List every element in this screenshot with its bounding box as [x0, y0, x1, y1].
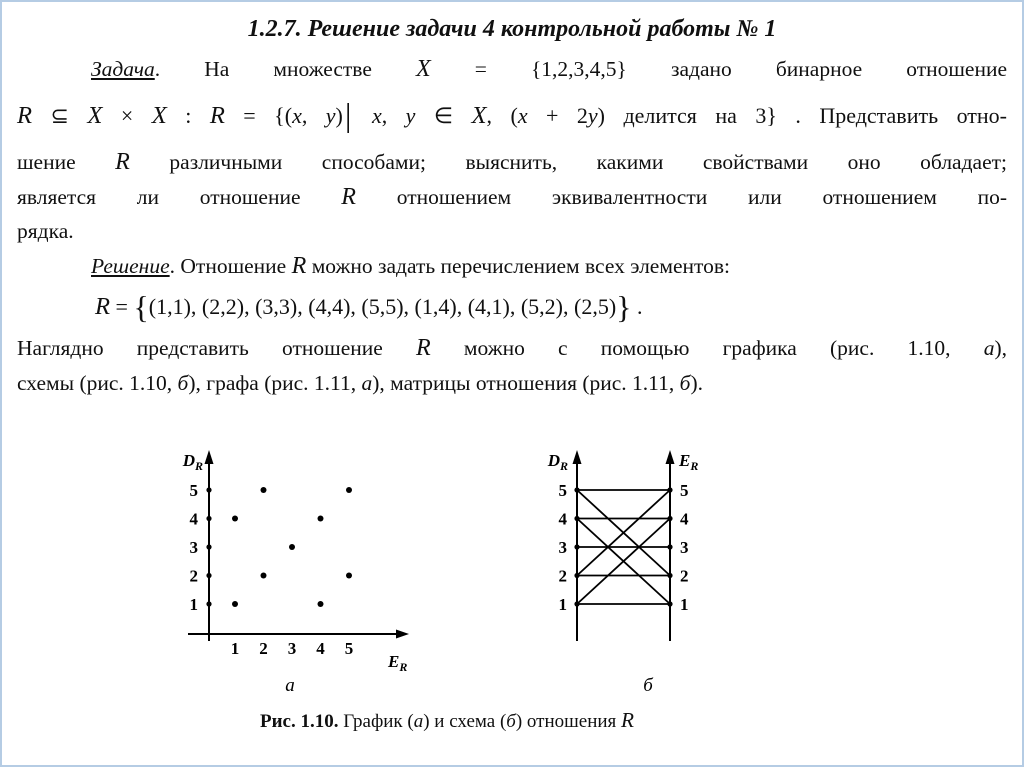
- text-segment: ) делится на 3}: [597, 102, 796, 128]
- text-line: [17, 366, 1007, 401]
- text-segment: R: [341, 183, 356, 210]
- x-tick-label: 1: [230, 639, 240, 658]
- y-tick-label: 1: [189, 595, 198, 614]
- y-axis-dot: [206, 487, 211, 492]
- text-line: [17, 145, 1007, 180]
- y-tick-label: 3: [189, 538, 198, 557]
- schema-right-tick-label: 2: [680, 566, 689, 586]
- text-segment: можно задать перечислением всех элементов:: [306, 253, 730, 278]
- figures-svg: [152, 439, 742, 701]
- text-segment: = {1,2,3,4,5}: [430, 57, 671, 81]
- text-segment: ), графа (рис. 1.11,: [188, 370, 362, 395]
- text-segment: y: [587, 102, 598, 128]
- data-point: [318, 516, 324, 522]
- text-segment: (1,1), (2,2), (3,3), (4,4), (5,5), (1,4), (4,1), (5,2), (2,5): [148, 294, 617, 320]
- schema-left-tick-label: 3: [558, 538, 567, 557]
- text-line: [17, 331, 1007, 366]
- text-segment: R: [95, 293, 111, 321]
- text-line: [17, 52, 1007, 87]
- figure-b-label: б: [643, 675, 653, 696]
- x-axis-label: $E_R$: [388, 652, 408, 674]
- schema-left-arrowhead: [573, 450, 582, 464]
- x-tick-label: 5: [344, 639, 354, 658]
- y-tick-label: 4: [189, 509, 198, 529]
- schema-right-arrowhead: [666, 450, 675, 464]
- x-tick-label: 2: [259, 639, 268, 658]
- y-tick-label: 2: [189, 566, 198, 586]
- text-segment: X: [415, 56, 431, 82]
- text-segment: [353, 103, 371, 128]
- schema-right-label: $E_R$: [679, 451, 699, 473]
- text-segment: |: [344, 98, 352, 135]
- text-segment: X: [471, 101, 487, 129]
- text-segment: = {(: [224, 102, 293, 128]
- text-segment: отношением эквивалентности или отношением по-: [356, 184, 1008, 209]
- text-segment: Наглядно представить отношение: [17, 336, 417, 361]
- text-segment: а: [361, 370, 373, 395]
- text-line: [17, 283, 1007, 331]
- figure-a-label: а: [285, 675, 295, 696]
- data-point: [346, 487, 352, 493]
- text-segment: :: [166, 102, 210, 128]
- text-segment: X: [87, 101, 103, 129]
- text-line: [17, 87, 1007, 146]
- y-axis-dot: [206, 573, 211, 578]
- text-segment: y: [405, 102, 416, 128]
- text-segment: x: [292, 102, 302, 128]
- text-segment: ): [335, 102, 343, 128]
- text-line: [17, 249, 1007, 284]
- data-point: [261, 487, 267, 493]
- text-segment: Задача: [91, 57, 155, 81]
- text-segment: ×: [102, 102, 152, 128]
- text-segment: различными способами; выяснить, какими свойствами оно обладает;: [129, 150, 1007, 175]
- schema-right-tick-label: 1: [680, 595, 689, 614]
- text-segment: б: [679, 370, 691, 395]
- data-point: [318, 601, 324, 607]
- text-segment: . Представить отно-: [795, 102, 1007, 128]
- text-segment: задано бинарное отношение: [670, 57, 1007, 81]
- text-segment: }: [616, 290, 632, 326]
- data-point: [289, 544, 295, 550]
- text-segment: ).: [690, 370, 704, 395]
- x-axis-arrowhead: [396, 630, 409, 639]
- text-segment: Решение: [91, 253, 170, 278]
- text-segment: R: [416, 335, 431, 362]
- figures-block: [152, 439, 742, 733]
- text-line: [17, 214, 1007, 249]
- text-segment: ) отношения: [515, 711, 622, 732]
- schema-left-tick-label: 2: [558, 566, 567, 586]
- text-segment: Рис. 1.10.: [259, 711, 344, 732]
- text-segment: . На множестве: [154, 57, 416, 81]
- text-segment: можно с помощью графика (рис. 1.10,: [430, 336, 984, 361]
- text-segment: ∈: [415, 102, 472, 128]
- text-line: [17, 180, 1007, 215]
- figure-graph: [182, 450, 409, 696]
- text-segment: , (: [486, 102, 518, 128]
- schema-left-tick-label: 5: [558, 481, 567, 500]
- text-segment: R: [621, 708, 635, 732]
- text-segment: ,: [301, 102, 326, 128]
- text-segment: ,: [381, 102, 406, 128]
- data-point: [261, 573, 267, 579]
- text-segment: R: [209, 101, 225, 129]
- data-point: [232, 601, 238, 607]
- schema-right-tick-label: 5: [680, 481, 689, 500]
- text-segment: ),: [994, 336, 1007, 361]
- text-segment: б: [506, 711, 516, 732]
- text-segment: шение: [17, 150, 116, 175]
- text-segment: {: [133, 290, 149, 326]
- text-segment: является ли отношение: [17, 184, 342, 209]
- text-segment: ) и схема (: [423, 711, 507, 732]
- figure-schema: [547, 450, 699, 696]
- text-segment: рядка.: [17, 219, 74, 244]
- figure-caption: [152, 708, 742, 733]
- text-segment: ⊆: [32, 102, 88, 128]
- text-segment: а: [983, 336, 995, 361]
- x-tick-label: 4: [316, 639, 325, 658]
- data-point: [346, 573, 352, 579]
- schema-left-label: $D_R$: [547, 451, 568, 473]
- text-segment: . Отношение: [169, 253, 292, 278]
- text-segment: .: [631, 294, 643, 320]
- text-segment: + 2: [527, 102, 588, 128]
- data-point: [232, 516, 238, 522]
- text-segment: схемы (рис. 1.10,: [17, 370, 178, 395]
- text-segment: R: [115, 149, 130, 176]
- text-segment: б: [177, 370, 189, 395]
- text-segment: X: [151, 101, 167, 129]
- y-axis-label: $D_R$: [182, 451, 203, 473]
- text-segment: R: [17, 101, 33, 129]
- text-segment: x: [517, 102, 528, 128]
- schema-right-tick-label: 3: [680, 538, 689, 557]
- y-axis-dot: [206, 601, 211, 606]
- x-tick-label: 3: [287, 639, 297, 658]
- schema-left-tick-label: 1: [558, 595, 567, 614]
- text-segment: y: [325, 102, 336, 128]
- text-segment: =: [110, 294, 134, 320]
- schema-right-tick-label: 4: [680, 509, 689, 529]
- text-segment: x: [371, 102, 382, 128]
- y-axis-arrowhead: [205, 450, 214, 464]
- body-text: [17, 52, 1007, 400]
- y-axis-dot: [206, 544, 211, 549]
- page-title: 1.2.7. Решение задачи 4 контрольной работы № 1: [247, 16, 777, 42]
- text-segment: а: [413, 711, 424, 732]
- text-segment: R: [291, 252, 307, 279]
- text-segment: График (: [343, 711, 414, 732]
- schema-left-tick-label: 4: [558, 509, 567, 529]
- text-segment: ), матрицы отношения (рис. 1.11,: [372, 370, 680, 395]
- y-tick-label: 5: [189, 481, 198, 500]
- y-axis-dot: [206, 516, 211, 521]
